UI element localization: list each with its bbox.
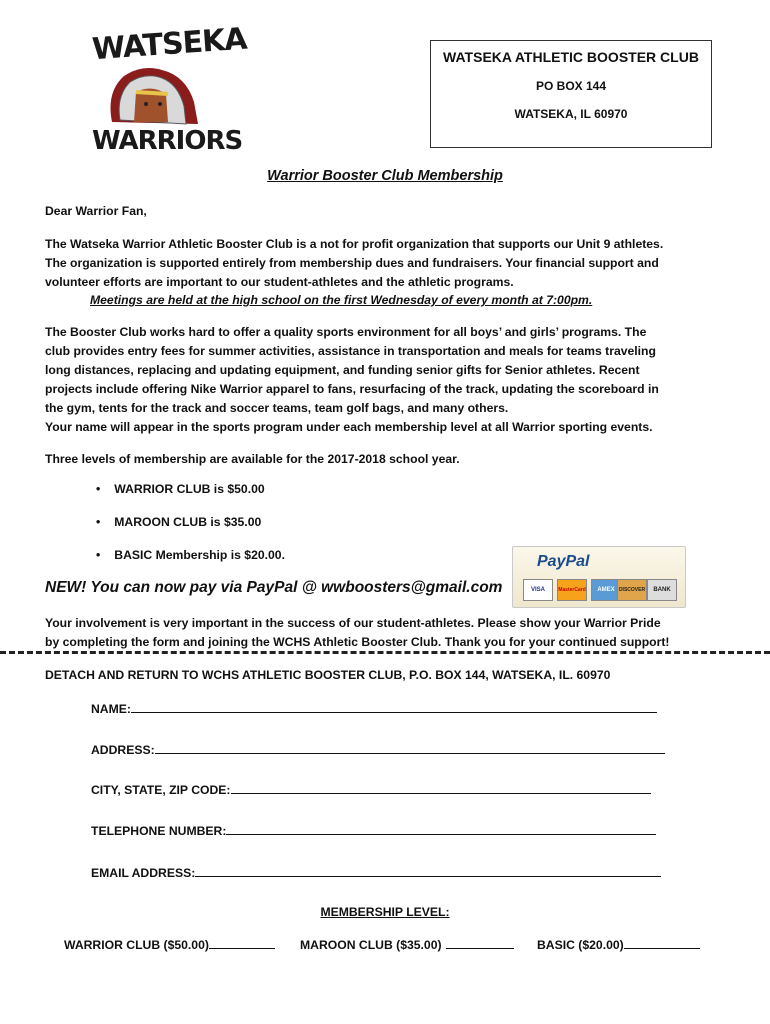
- warriors-logo: [90, 21, 248, 158]
- field-label: CITY, STATE, ZIP CODE:: [91, 783, 231, 797]
- paragraph-line: the gym, tents for the track and soccer teams, team golf bags, and many others.: [45, 401, 509, 415]
- paragraph-line: The Watseka Warrior Athletic Booster Club is a not for profit organization that supports our Unit 9 athletes.: [45, 237, 664, 251]
- bank-icon: BANK: [647, 579, 677, 601]
- basic-line[interactable]: [624, 936, 700, 949]
- intro-paragraph: [45, 235, 735, 292]
- membership-levels-list: [96, 482, 285, 581]
- paragraph-line: The Booster Club works hard to offer a quality sports environment for all boys’ and girls’ programs. The: [45, 325, 647, 339]
- option-label: WARRIOR CLUB ($50.00): [64, 938, 209, 952]
- email-line[interactable]: [195, 864, 661, 877]
- salutation: Dear Warrior Fan,: [45, 204, 147, 218]
- paragraph-line: by completing the form and joining the WCHS Athletic Booster Club. Thank you for your continued support!: [45, 635, 670, 649]
- membership-level-label: MEMBERSHIP LEVEL:: [320, 905, 450, 919]
- maroon-club-option[interactable]: [300, 936, 514, 952]
- paragraph-line: long distances, replacing and updating equipment, and funding senior gifts for Senior athletes. Recent: [45, 363, 640, 377]
- detach-instructions: DETACH AND RETURN TO WCHS ATHLETIC BOOSTER CLUB, P.O. BOX 144, WATSEKA, IL. 60970: [45, 668, 611, 682]
- field-label: TELEPHONE NUMBER:: [91, 824, 227, 838]
- logo-bottom-text: WARRIORS: [92, 126, 243, 156]
- name-field[interactable]: [91, 700, 657, 716]
- paypal-badge: [512, 546, 686, 608]
- club-city: WATSEKA, IL 60970: [514, 107, 628, 121]
- po-box: PO BOX 144: [535, 79, 607, 93]
- list-item: • MAROON CLUB is $35.00: [96, 515, 285, 548]
- club-name: WATSEKA ATHLETIC BOOSTER CLUB: [443, 49, 699, 65]
- field-label: ADDRESS:: [91, 743, 155, 757]
- closing-paragraph: [45, 614, 735, 652]
- field-label: NAME:: [91, 702, 131, 716]
- address-line[interactable]: [155, 741, 665, 754]
- mastercard-icon: MasterCard: [557, 579, 587, 601]
- basic-option[interactable]: [537, 936, 700, 952]
- amex-card-icon: AMEX: [591, 579, 621, 601]
- paragraph-line: Your involvement is very important in the success of our student-athletes. Please show your Warrior Pride: [45, 616, 661, 630]
- paragraph-line: volunteer efforts are important to our student-athletes and the athletic programs.: [45, 275, 514, 289]
- option-label: MAROON CLUB ($35.00): [300, 938, 442, 952]
- paragraph-line: projects include offering Nike Warrior apparel to fans, resurfacing of the track, updating the scoreboard in: [45, 382, 659, 396]
- levels-intro: Three levels of membership are available for the 2017-2018 school year.: [45, 452, 460, 466]
- detach-divider: [0, 651, 770, 654]
- warrior-club-option[interactable]: [64, 936, 275, 952]
- discover-card-icon: DISCOVER: [617, 579, 647, 601]
- address-box: [430, 40, 712, 148]
- meeting-note: Meetings are held at the high school on the first Wednesday of every month at 7:00pm.: [90, 293, 593, 307]
- paypal-line: NEW! You can now pay via PayPal @ wwboosters@gmail.com: [45, 579, 503, 596]
- option-label: BASIC ($20.00): [537, 938, 624, 952]
- paypal-logo: PayPal: [537, 553, 590, 570]
- telephone-line[interactable]: [226, 822, 656, 835]
- email-field[interactable]: [91, 864, 661, 880]
- list-item: • WARRIOR CLUB is $50.00: [96, 482, 285, 515]
- maroon-club-line[interactable]: [446, 936, 514, 949]
- field-label: EMAIL ADDRESS:: [91, 866, 196, 880]
- booster-paragraph: [45, 323, 735, 437]
- paragraph-line: The organization is supported entirely from membership dues and fundraisers. Your financial support and: [45, 256, 659, 270]
- paragraph-line: club provides entry fees for summer activities, assistance in transportation and meals for teams traveling: [45, 344, 656, 358]
- paragraph-line: Your name will appear in the sports program under each membership level at all Warrior sporting events.: [45, 420, 653, 434]
- visa-card-icon: VISA: [523, 579, 553, 601]
- logo-top-text: WATSEKA: [90, 21, 248, 68]
- list-item: • BASIC Membership is $20.00.: [96, 548, 285, 581]
- address-field[interactable]: [91, 741, 665, 757]
- warrior-club-line[interactable]: [209, 936, 275, 949]
- page-title: Warrior Booster Club Membership: [267, 168, 503, 184]
- city-state-zip-line[interactable]: [231, 781, 651, 794]
- telephone-field[interactable]: [91, 822, 656, 838]
- warrior-head-icon: [102, 62, 206, 128]
- city-state-zip-field[interactable]: [91, 781, 651, 797]
- name-line[interactable]: [131, 700, 657, 713]
